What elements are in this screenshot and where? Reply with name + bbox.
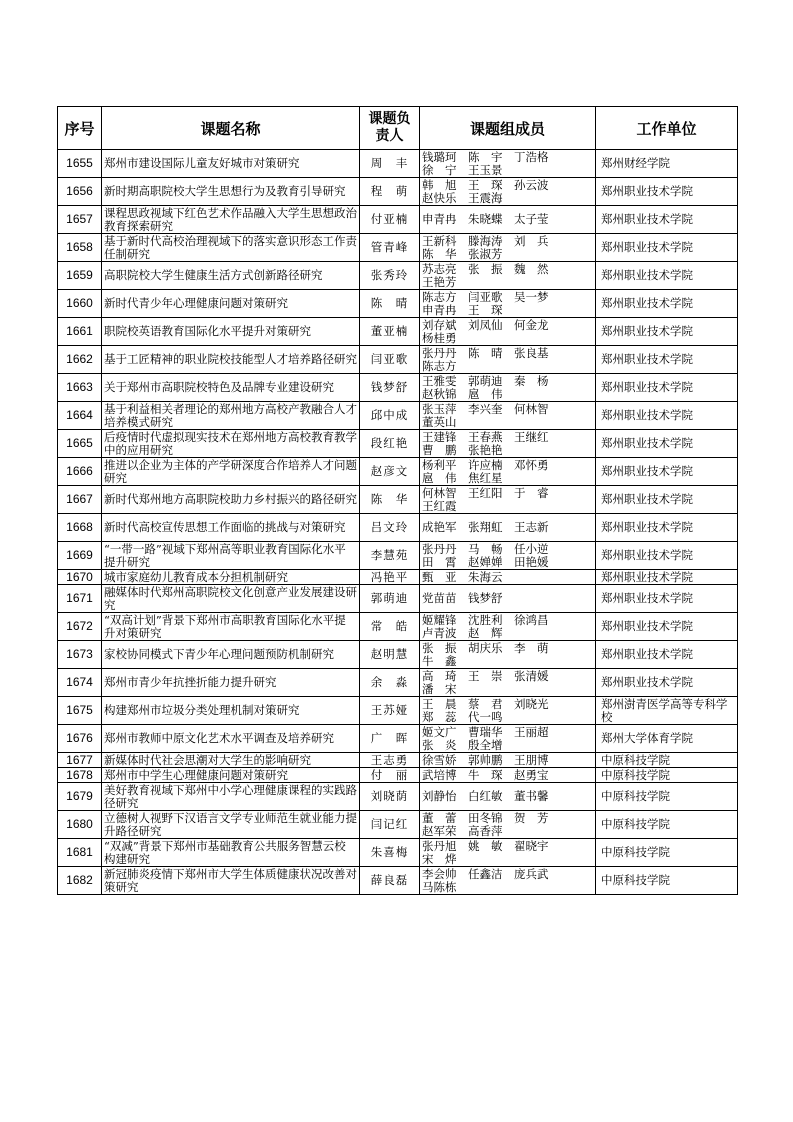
row-number-cell: 1666	[58, 458, 102, 486]
work-unit-cell: 郑州职业技术学院	[596, 613, 738, 641]
row-number-cell: 1668	[58, 514, 102, 542]
row-number-cell: 1664	[58, 402, 102, 430]
work-unit-cell: 郑州职业技术学院	[596, 641, 738, 669]
team-members-cell: 张玉萍 李兴奎 何林智 董英山	[420, 402, 596, 430]
table-row	[58, 753, 738, 768]
work-unit-cell: 中原科技学院	[596, 753, 738, 768]
topic-leader-cell: 刘晓荫	[360, 783, 420, 811]
topic-title-cell: “一带一路”视域下郑州高等职业教育国际化水平提升研究	[102, 542, 360, 570]
row-number-cell: 1676	[58, 725, 102, 753]
row-number-cell: 1677	[58, 753, 102, 768]
row-number-cell: 1661	[58, 318, 102, 346]
table-row	[58, 697, 738, 725]
topic-leader-cell: 王苏娅	[360, 697, 420, 725]
row-number-cell: 1658	[58, 234, 102, 262]
work-unit-cell: 郑州职业技术学院	[596, 234, 738, 262]
row-number-cell: 1673	[58, 641, 102, 669]
table-row	[58, 430, 738, 458]
table-row	[58, 768, 738, 783]
table-row	[58, 641, 738, 669]
topic-leader-cell: 冯艳平	[360, 570, 420, 585]
topic-leader-cell: 郭萌迪	[360, 585, 420, 613]
row-number-cell: 1656	[58, 178, 102, 206]
row-number-cell: 1667	[58, 486, 102, 514]
work-unit-cell: 郑州职业技术学院	[596, 430, 738, 458]
topic-leader-cell: 付 丽	[360, 768, 420, 783]
row-number-cell: 1675	[58, 697, 102, 725]
topic-title-cell: 郑州市教师中原文化艺术水平调查及培养研究	[102, 725, 360, 753]
topic-title-cell: 新时代郑州地方高职院校助力乡村振兴的路径研究	[102, 486, 360, 514]
topic-leader-cell: 董亚楠	[360, 318, 420, 346]
work-unit-cell: 郑州职业技术学院	[596, 514, 738, 542]
topic-title-cell: 郑州市中学生心理健康问题对策研究	[102, 768, 360, 783]
table-row	[58, 178, 738, 206]
topic-leader-cell: 程 萌	[360, 178, 420, 206]
topic-leader-cell: 闫亚歌	[360, 346, 420, 374]
table-row	[58, 613, 738, 641]
work-unit-cell: 中原科技学院	[596, 811, 738, 839]
header-lead: 课题负责人	[360, 107, 420, 150]
topic-title-cell: 基于工匠精神的职业院校技能型人才培养路径研究	[102, 346, 360, 374]
table-row	[58, 783, 738, 811]
topic-title-cell: 郑州市建设国际儿童友好城市对策研究	[102, 150, 360, 178]
topic-title-cell: 立德树人视野下汉语言文学专业师范生就业能力提升路径研究	[102, 811, 360, 839]
team-members-cell: 苏志亮 张 振 魏 然 王艳芳	[420, 262, 596, 290]
table-row	[58, 206, 738, 234]
table-row	[58, 839, 738, 867]
topic-leader-cell: 朱喜梅	[360, 839, 420, 867]
team-members-cell: 王雅雯 郭萌迪 秦 杨 赵秋锦 扈 伟	[420, 374, 596, 402]
row-number-cell: 1657	[58, 206, 102, 234]
topic-leader-cell: 段红艳	[360, 430, 420, 458]
topic-title-cell: 推进以企业为主体的产学研深度合作培养人才问题研究	[102, 458, 360, 486]
team-members-cell: 武培博 牛 琛 赵勇宝	[420, 768, 596, 783]
team-members-cell: 刘静怡 白红敏 董书馨	[420, 783, 596, 811]
table-row	[58, 811, 738, 839]
team-members-cell: 徐雪娇 郭帅鹏 王朋博	[420, 753, 596, 768]
team-members-cell: 甄 亚 朱海云	[420, 570, 596, 585]
table-row	[58, 486, 738, 514]
topic-leader-cell: 吕文玲	[360, 514, 420, 542]
row-number-cell: 1669	[58, 542, 102, 570]
topic-leader-cell: 闫记红	[360, 811, 420, 839]
table-row	[58, 542, 738, 570]
row-number-cell: 1670	[58, 570, 102, 585]
work-unit-cell: 中原科技学院	[596, 839, 738, 867]
topic-title-cell: 构建郑州市垃圾分类处理机制对策研究	[102, 697, 360, 725]
team-members-cell: 刘存斌 刘凤仙 何金龙 杨桂勇	[420, 318, 596, 346]
topic-leader-cell: 陈 华	[360, 486, 420, 514]
topic-leader-cell: 赵明慧	[360, 641, 420, 669]
row-number-cell: 1682	[58, 867, 102, 895]
work-unit-cell: 郑州职业技术学院	[596, 346, 738, 374]
table-row	[58, 725, 738, 753]
work-unit-cell: 郑州职业技术学院	[596, 570, 738, 585]
team-members-cell: 高 琦 王 崇 张清媛 潘 宋	[420, 669, 596, 697]
work-unit-cell: 郑州职业技术学院	[596, 486, 738, 514]
team-members-cell: 韩 旭 王 琛 孙云波 赵快乐 王震海	[420, 178, 596, 206]
header-members: 课题组成员	[420, 107, 596, 150]
work-unit-cell: 中原科技学院	[596, 783, 738, 811]
topic-leader-cell: 管青峰	[360, 234, 420, 262]
table-row	[58, 262, 738, 290]
row-number-cell: 1679	[58, 783, 102, 811]
team-members-cell: 何林智 王红阳 于 睿 王红霞	[420, 486, 596, 514]
team-members-cell: 张 振 胡庆乐 李 萌 牛 鑫	[420, 641, 596, 669]
row-number-cell: 1680	[58, 811, 102, 839]
row-number-cell: 1674	[58, 669, 102, 697]
topic-leader-cell: 王志勇	[360, 753, 420, 768]
table-header-row	[58, 107, 738, 150]
team-members-cell: 董 蕾 田冬锦 贺 芳 赵军荣 高香萍	[420, 811, 596, 839]
row-number-cell: 1660	[58, 290, 102, 318]
header-unit: 工作单位	[596, 107, 738, 150]
work-unit-cell: 郑州职业技术学院	[596, 290, 738, 318]
work-unit-cell: 郑州职业技术学院	[596, 178, 738, 206]
topic-leader-cell: 陈 晴	[360, 290, 420, 318]
topic-leader-cell: 付亚楠	[360, 206, 420, 234]
topic-title-cell: 家校协同模式下青少年心理问题预防机制研究	[102, 641, 360, 669]
topic-title-cell: 课程思政视域下红色艺术作品融入大学生思想政治教育探索研究	[102, 206, 360, 234]
table-row	[58, 570, 738, 585]
team-members-cell: 申青冉 朱晓蝶 太子莹	[420, 206, 596, 234]
team-members-cell: 陈志方 闫亚歌 吴一梦 申青冉 王 琛	[420, 290, 596, 318]
team-members-cell: 王建锋 王春燕 王继红 曹 鹏 张艳艳	[420, 430, 596, 458]
topic-title-cell: 基于新时代高校治理视域下的落实意识形态工作责任制研究	[102, 234, 360, 262]
topic-title-cell: “双减”背景下郑州市基础教育公共服务智慧云校构建研究	[102, 839, 360, 867]
row-number-cell: 1659	[58, 262, 102, 290]
work-unit-cell: 郑州职业技术学院	[596, 374, 738, 402]
table-body	[58, 150, 738, 895]
topic-leader-cell: 钱梦舒	[360, 374, 420, 402]
work-unit-cell: 郑州职业技术学院	[596, 262, 738, 290]
topic-leader-cell: 张秀玲	[360, 262, 420, 290]
topic-leader-cell: 广 晖	[360, 725, 420, 753]
team-members-cell: 王 晨 蔡 君 刘晓光 郑 蕊 代一鸣	[420, 697, 596, 725]
topic-title-cell: 后疫情时代虚拟现实技术在郑州地方高校教育教学中的应用研究	[102, 430, 360, 458]
table-row	[58, 346, 738, 374]
row-number-cell: 1655	[58, 150, 102, 178]
topic-title-cell: 职院校英语教育国际化水平提升对策研究	[102, 318, 360, 346]
topic-title-cell: 新时期高职院校大学生思想行为及教育引导研究	[102, 178, 360, 206]
work-unit-cell: 郑州财经学院	[596, 150, 738, 178]
work-unit-cell: 中原科技学院	[596, 768, 738, 783]
team-members-cell: 王新科 滕海涛 刘 兵 陈 华 张淑芳	[420, 234, 596, 262]
topic-leader-cell: 周 丰	[360, 150, 420, 178]
topic-leader-cell: 李慧苑	[360, 542, 420, 570]
table-row	[58, 402, 738, 430]
team-members-cell: 姬文广 曹瑞华 王丽超 张 炎 殷全增	[420, 725, 596, 753]
team-members-cell: 成艳军 张翔虹 王志新	[420, 514, 596, 542]
team-members-cell: 杨利平 许应楠 邓怀勇 扈 伟 焦红星	[420, 458, 596, 486]
table-row	[58, 318, 738, 346]
team-members-cell: 党苗苗 钱梦舒	[420, 585, 596, 613]
header-num: 序号	[58, 107, 102, 150]
table-row	[58, 585, 738, 613]
row-number-cell: 1678	[58, 768, 102, 783]
work-unit-cell: 郑州澍青医学高等专科学校	[596, 697, 738, 725]
team-members-cell: 李会帅 任鑫洁 庞兵武 马陈栋	[420, 867, 596, 895]
topic-leader-cell: 余 淼	[360, 669, 420, 697]
research-topic-table	[57, 106, 738, 895]
work-unit-cell: 郑州职业技术学院	[596, 206, 738, 234]
work-unit-cell: 郑州职业技术学院	[596, 669, 738, 697]
topic-title-cell: 高职院校大学生健康生活方式创新路径研究	[102, 262, 360, 290]
team-members-cell: 姬耀锋 沈胜利 徐鸿昌 卢青波 赵 辉	[420, 613, 596, 641]
table-row	[58, 374, 738, 402]
table-row	[58, 514, 738, 542]
topic-title-cell: 美好教育视域下郑州中小学心理健康课程的实践路径研究	[102, 783, 360, 811]
table-row	[58, 290, 738, 318]
topic-title-cell: 新时代青少年心理健康问题对策研究	[102, 290, 360, 318]
topic-title-cell: 郑州市青少年抗挫折能力提升研究	[102, 669, 360, 697]
header-title: 课题名称	[102, 107, 360, 150]
table-row	[58, 150, 738, 178]
topic-title-cell: 融媒体时代郑州高职院校文化创意产业发展建设研究	[102, 585, 360, 613]
row-number-cell: 1665	[58, 430, 102, 458]
work-unit-cell: 郑州职业技术学院	[596, 402, 738, 430]
work-unit-cell: 郑州职业技术学院	[596, 542, 738, 570]
team-members-cell: 张丹旭 姚 敏 翟晓宇 宋 烨	[420, 839, 596, 867]
row-number-cell: 1671	[58, 585, 102, 613]
topic-title-cell: 新媒体时代社会思潮对大学生的影响研究	[102, 753, 360, 768]
document-page	[57, 106, 737, 895]
table-row	[58, 458, 738, 486]
topic-title-cell: 关于郑州市高职院校特色及品牌专业建设研究	[102, 374, 360, 402]
work-unit-cell: 中原科技学院	[596, 867, 738, 895]
work-unit-cell: 郑州职业技术学院	[596, 318, 738, 346]
row-number-cell: 1662	[58, 346, 102, 374]
team-members-cell: 张丹丹 马 畅 任小逆 田 霄 赵婵婵 田艳媛	[420, 542, 596, 570]
topic-title-cell: 新时代高校宣传思想工作面临的挑战与对策研究	[102, 514, 360, 542]
topic-leader-cell: 常 皓	[360, 613, 420, 641]
topic-title-cell: 基于利益相关者理论的郑州地方高校产教融合人才培养模式研究	[102, 402, 360, 430]
topic-title-cell: 城市家庭幼儿教育成本分担机制研究	[102, 570, 360, 585]
topic-title-cell: “双高计划”背景下郑州市高职教育国际化水平提升对策研究	[102, 613, 360, 641]
row-number-cell: 1663	[58, 374, 102, 402]
team-members-cell: 钱璐珂 陈 宇 丁浩格 徐 宁 王玉景	[420, 150, 596, 178]
table-row	[58, 234, 738, 262]
topic-leader-cell: 赵彦文	[360, 458, 420, 486]
topic-leader-cell: 薛良磊	[360, 867, 420, 895]
row-number-cell: 1681	[58, 839, 102, 867]
topic-title-cell: 新冠肺炎疫情下郑州市大学生体质健康状况改善对策研究	[102, 867, 360, 895]
work-unit-cell: 郑州职业技术学院	[596, 458, 738, 486]
topic-leader-cell: 邱中成	[360, 402, 420, 430]
work-unit-cell: 郑州大学体育学院	[596, 725, 738, 753]
row-number-cell: 1672	[58, 613, 102, 641]
table-row	[58, 669, 738, 697]
table-row	[58, 867, 738, 895]
work-unit-cell: 郑州职业技术学院	[596, 585, 738, 613]
team-members-cell: 张丹丹 陈 晴 张良基 陈志方	[420, 346, 596, 374]
